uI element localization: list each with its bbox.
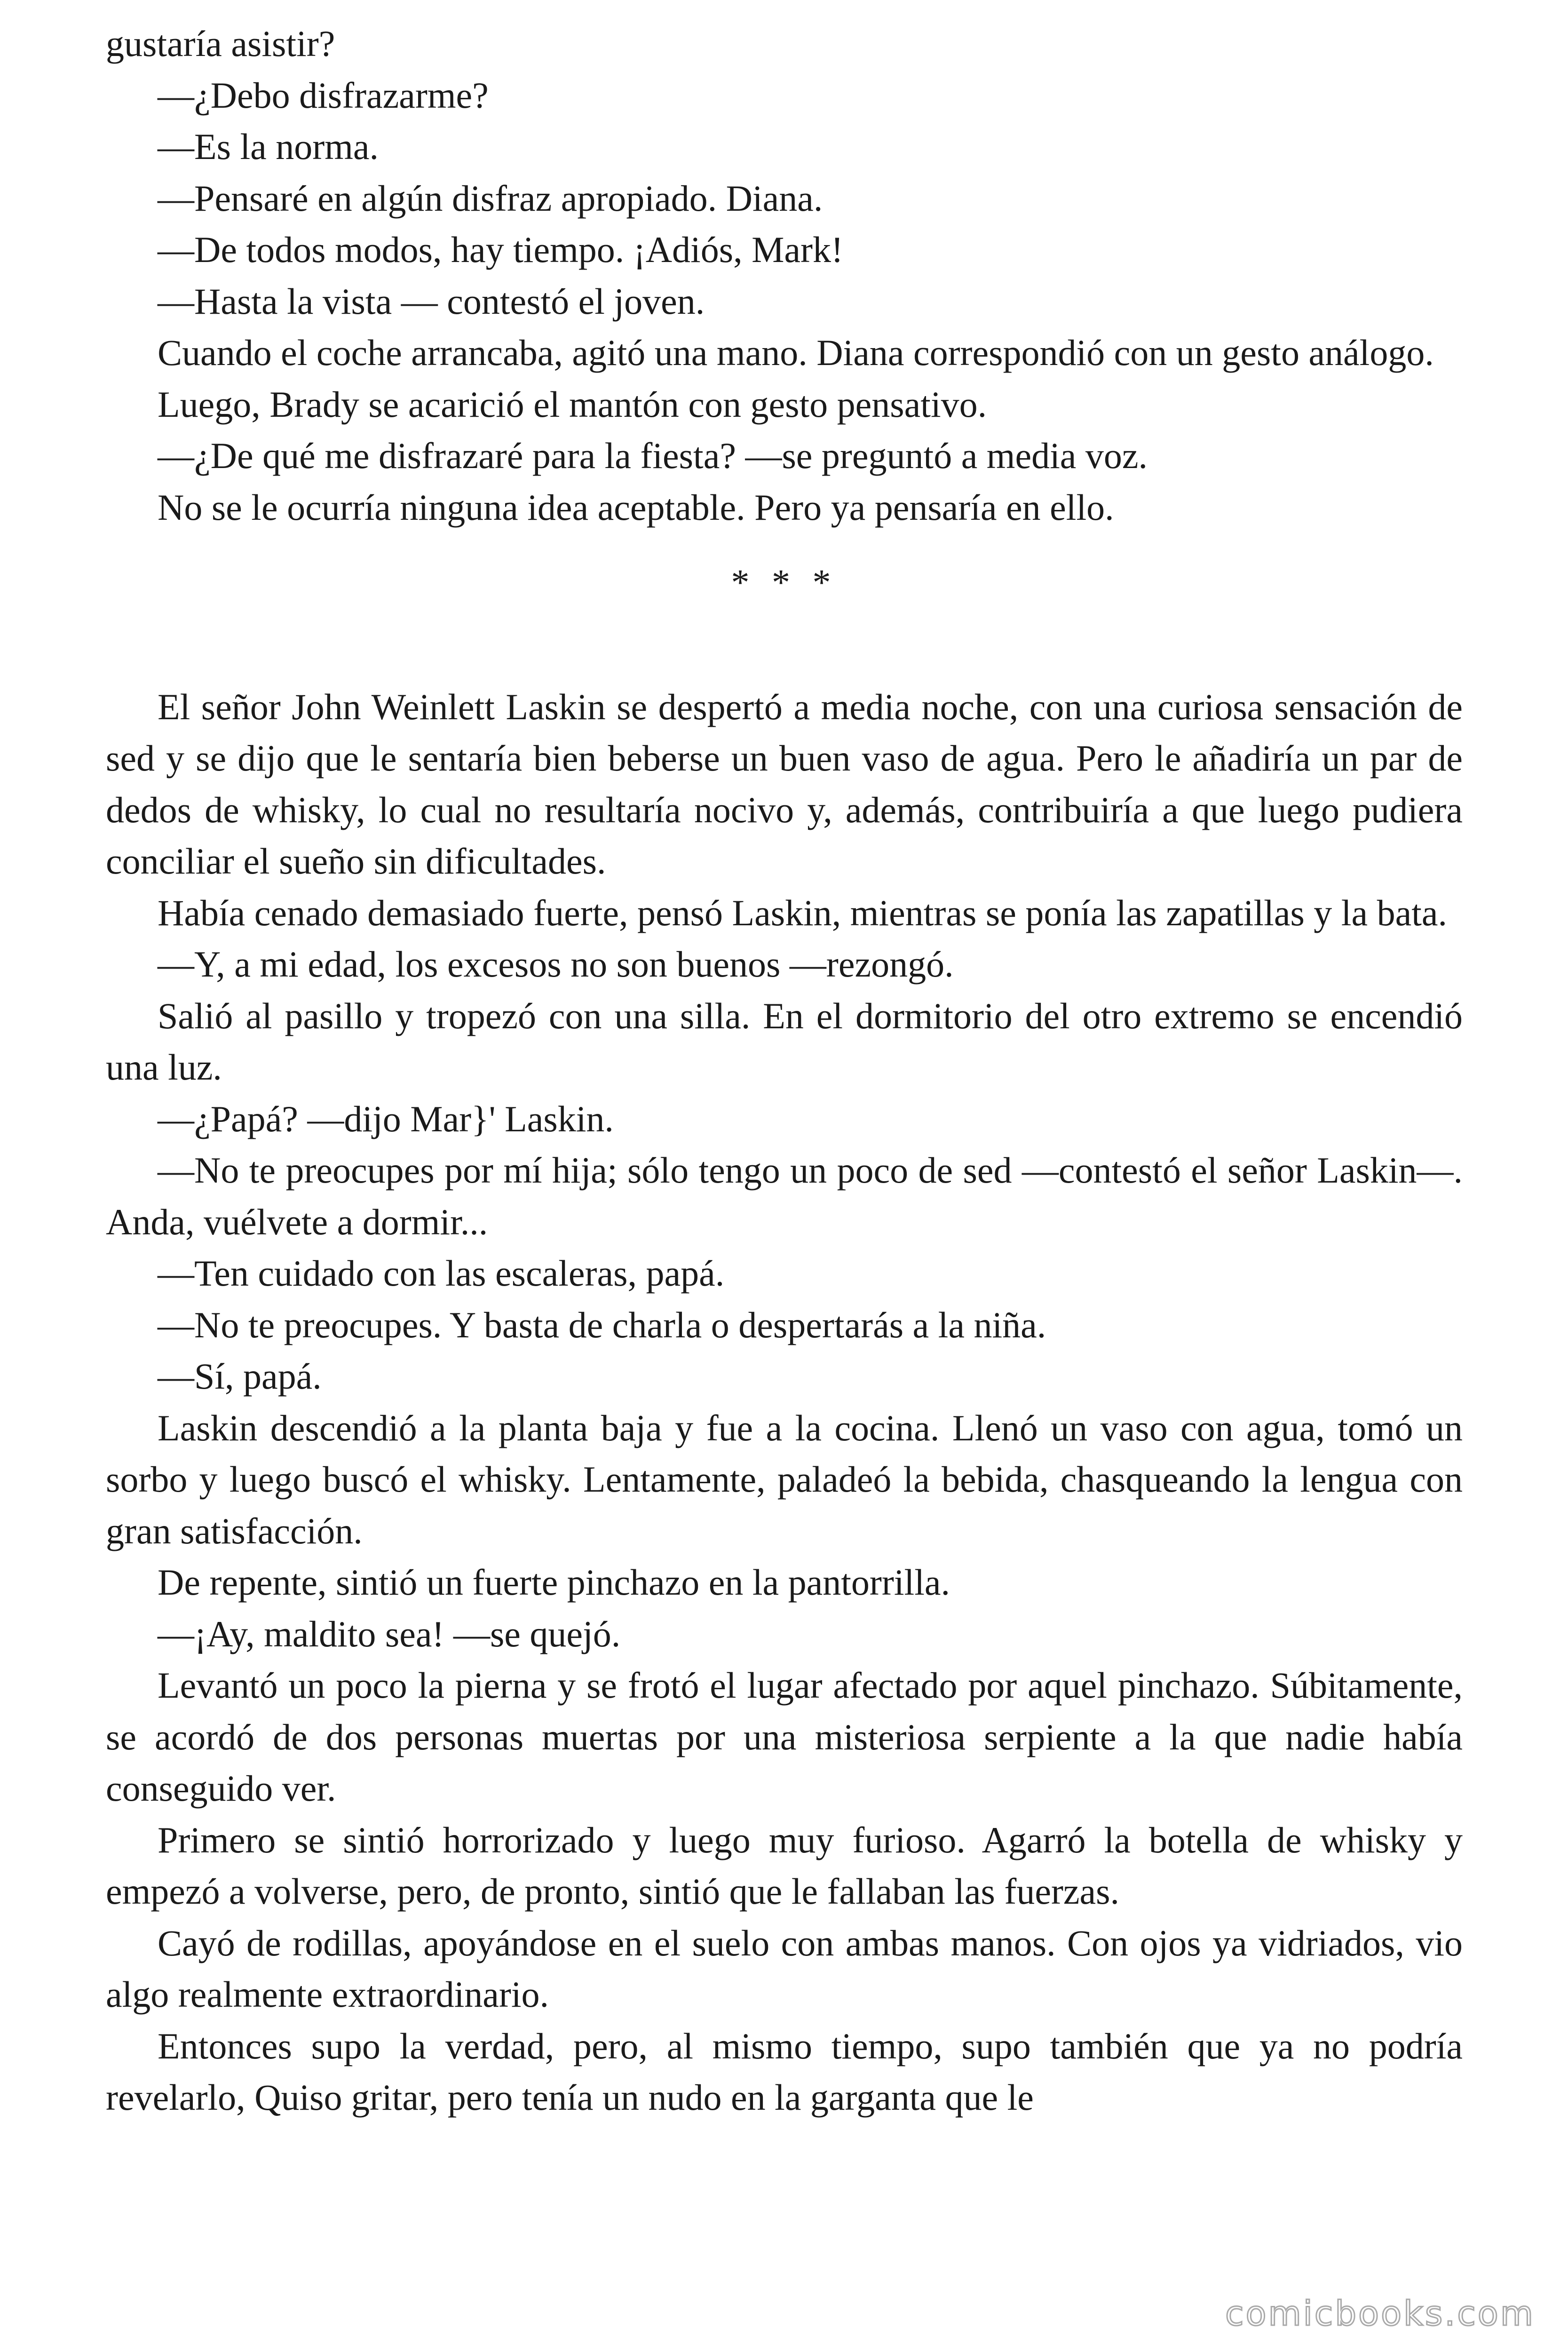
dialogue-line: —Hasta la vista — contestó el joven. [158,280,705,322]
dialogue-line: —Y, a mi edad, los excesos no son buenos —rezongó. [158,944,954,985]
paragraph: Luego, Brady se acarició el mantón con gesto pensativo. [158,383,987,425]
dialogue-line: —Es la norma. [158,126,379,167]
book-page [106,18,1463,2123]
paragraph: No se le ocurría ninguna idea aceptable. Pero ya pensaría en ello. [158,486,1114,528]
paragraph: Cuando el coche arrancaba, agitó una mano. Diana correspondió con un gesto análogo. [158,332,1434,373]
watermark: comicbooks.com [1225,2294,1535,2333]
dialogue-line: —¡Ay, maldito sea! —se quejó. [158,1613,621,1654]
paragraph: Había cenado demasiado fuerte, pensó Laskin, mientras se ponía las zapatillas y la bata. [158,892,1447,933]
paragraph: De repente, sintió un fuerte pinchazo en la pantorrilla. [158,1562,950,1603]
dialogue-line: —Pensaré en algún disfraz apropiado. Diana. [158,177,823,219]
paragraph: Primero se sintió horrorizado y luego muy furioso. Agarró la botella de whisky y empezó a volverse, pero, de pronto, sintió que le fallaban las fuerzas. [106,1819,1463,1912]
dialogue-line: —Sí, papá. [158,1356,322,1397]
paragraph: Cayó de rodillas, apoyándose en el suelo con ambas manos. Con ojos ya vidriados, vio algo realmente extraordinario. [106,1922,1463,2015]
dialogue-line: —¿De qué me disfrazaré para la fiesta? —se preguntó a media voz. [158,435,1148,476]
paragraph: Salió al pasillo y tropezó con una silla. En el dormitorio del otro extremo se encendió una luz. [106,995,1463,1088]
paragraph: Laskin descendió a la planta baja y fue a la cocina. Llenó un vaso con agua, tomó un sorbo y luego buscó el whisky. Lentamente, paladeó la bebida, chasqueando la lengua con gran satisfacción. [106,1407,1463,1551]
dialogue-line: —No te preocupes. Y basta de charla o despertarás a la niña. [158,1304,1046,1345]
paragraph: Entonces supo la verdad, pero, al mismo tiempo, supo también que ya no podría revelarlo, Quiso gritar, pero tenía un nudo en la garganta que le [106,2025,1463,2118]
paragraph: El señor John Weinlett Laskin se despertó a media noche, con una curiosa sensación de sed y se dijo que le sentaría bien beberse un buen vaso de agua. Pero le añadiría un par de dedos de whisky, lo cual no resultaría nocivo y, además, contribuiría a que luego pudiera conciliar el sueño sin dificultades. [106,686,1463,882]
paragraph: Levantó un poco la pierna y se frotó el lugar afectado por aquel pinchazo. Súbitamente, se acordó de dos personas muertas por una misteriosa serpiente a la que nadie había conseguido ver. [106,1665,1463,1809]
section-separator: * * * [731,562,838,603]
dialogue-line: —Ten cuidado con las escaleras, papá. [158,1253,725,1294]
dialogue-line: —De todos modos, hay tiempo. ¡Adiós, Mark! [158,229,844,270]
dialogue-line: —No te preocupes por mí hija; sólo tengo un poco de sed —contestó el señor Laskin—. Anda, vuélvete a dormir... [106,1150,1463,1242]
dialogue-line: —¿Debo disfrazarme? [158,74,489,116]
dialogue-line: —¿Papá? —dijo Mar}' Laskin. [158,1098,614,1139]
text-line: gustaría asistir? [106,23,335,64]
